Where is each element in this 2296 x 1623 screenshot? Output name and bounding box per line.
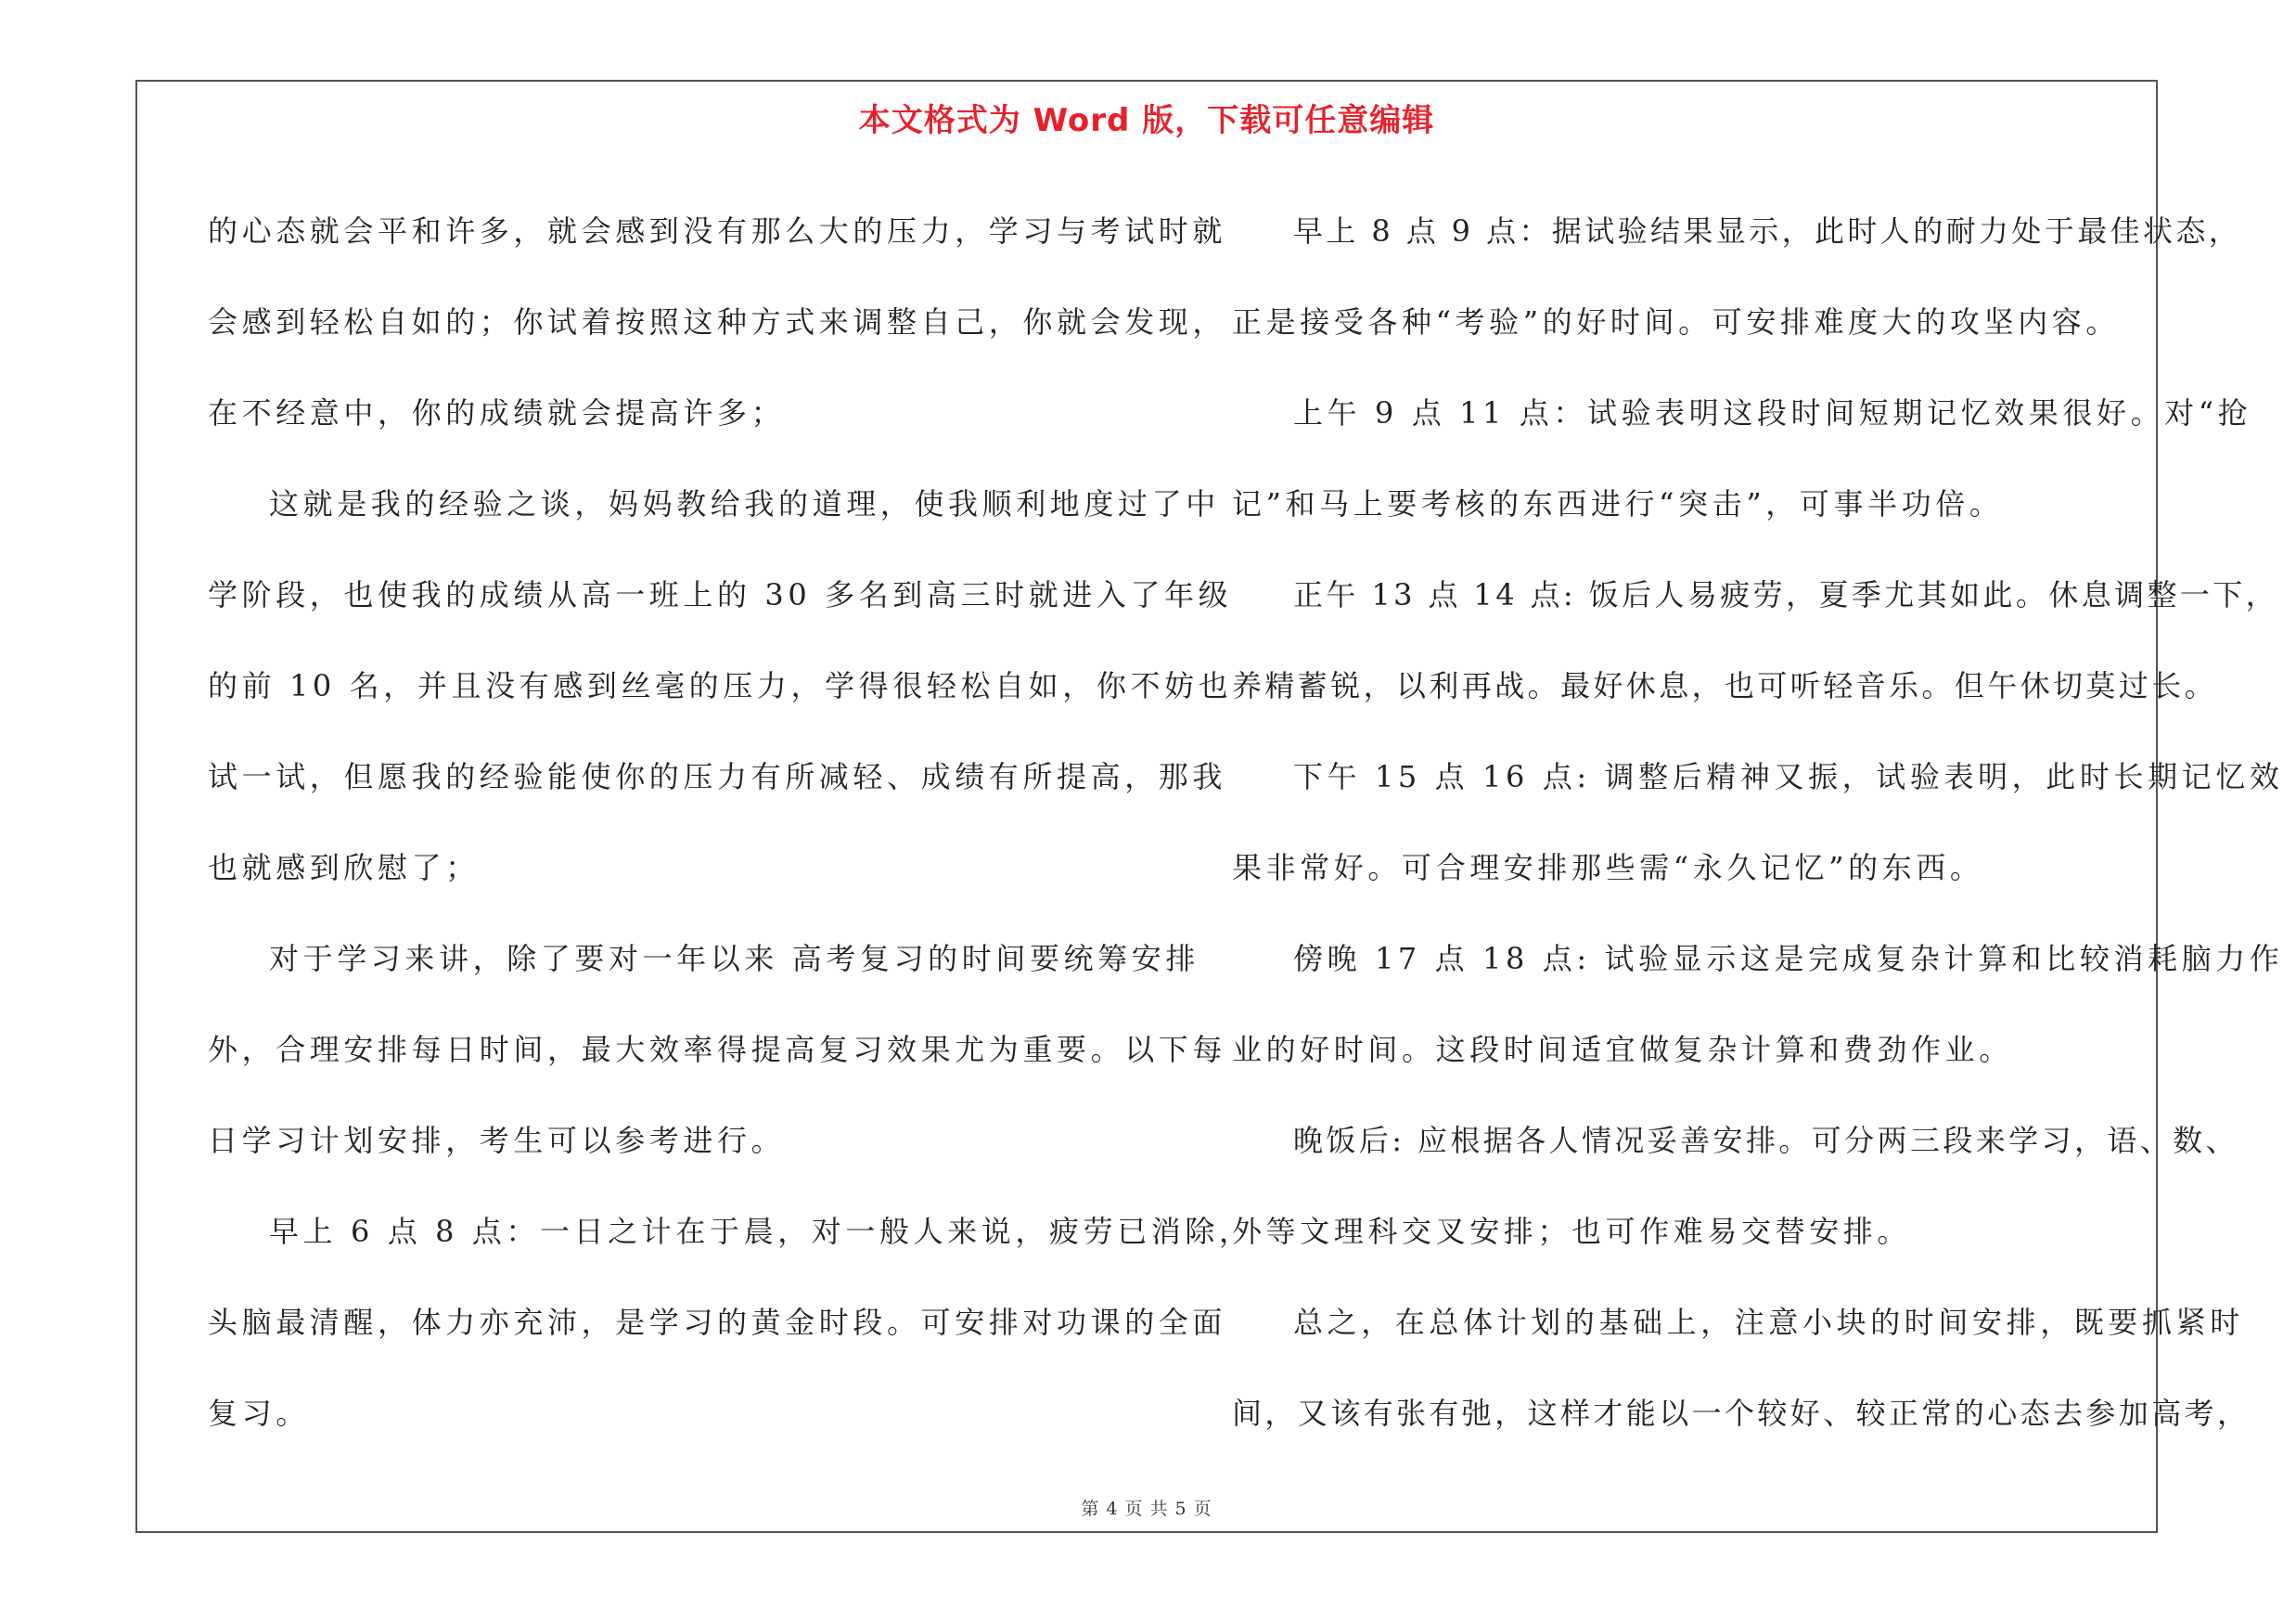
text-line: 早上 6 点 8 点：一日之计在于晨，对一般人来说，疲劳已消除， — [269, 1214, 1253, 1249]
text-line: 头脑最清醒，体力亦充沛，是学习的黄金时段。可安排对功课的全面 — [208, 1305, 1227, 1340]
document-header: 本文格式为 Word 版，下载可任意编辑 — [858, 102, 1435, 139]
text-line: 的前 10 名，并且没有感到丝毫的压力，学得很轻松自如，你不妨也 — [208, 668, 1233, 703]
text-line: 早上 8 点 9 点：据试验结果显示，此时人的耐力处于最佳状态， — [1293, 213, 2242, 249]
text-line: 记”和马上要考核的东西进行“突击”，可事半功倍。 — [1232, 486, 2004, 522]
text-line: 养精蓄锐，以利再战。最好休息，也可听轻音乐。但午休切莫过长。 — [1232, 668, 2218, 703]
left-text-column — [208, 186, 1253, 1459]
text-line: 晚饭后: 应根据各人情况妥善安排。可分两三段来学习，语、数、 — [1293, 1123, 2238, 1158]
text-line: 总之，在总体计划的基础上，注意小块的时间安排，既要抓紧时 — [1293, 1305, 2244, 1340]
page-number-footer: 第 4 页 共 5 页 — [1081, 1499, 1212, 1519]
text-line: 对于学习来讲，除了要对一年以来 高考复习的时间要统筹安排 — [269, 941, 1199, 976]
text-line: 上午 9 点 11 点：试验表明这段时间短期记忆效果很好。对“抢 — [1293, 395, 2252, 431]
text-line: 傍晚 17 点 18 点: 试验显示这是完成复杂计算和比较消耗脑力作 — [1293, 941, 2284, 976]
text-line: 间，又该有张有弛，这样才能以一个较好、较正常的心态去参加高考， — [1232, 1396, 2251, 1431]
text-line: 正午 13 点 14 点: 饭后人易疲劳，夏季尤其如此。休息调整一下， — [1293, 577, 2279, 612]
text-line: 试一试，但愿我的经验能使你的压力有所减轻、成绩有所提高，那我 — [208, 759, 1227, 794]
text-line: 业的好时间。这段时间适宜做复杂计算和费劲作业。 — [1232, 1032, 2013, 1067]
text-line: 在不经意中，你的成绩就会提高许多； — [208, 395, 786, 431]
text-line: 日学习计划安排，考生可以参考进行。 — [208, 1123, 786, 1158]
text-line: 也就感到欣慰了； — [208, 850, 480, 885]
text-line: 会感到轻松自如的；你试着按照这种方式来调整自己，你就会发现， — [208, 304, 1227, 340]
text-line: 外等文理科交叉安排；也可作难易交替安排。 — [1232, 1214, 1912, 1249]
text-line: 外，合理安排每日时间，最大效率得提高复习效果尤为重要。以下每 — [208, 1032, 1227, 1067]
text-line: 学阶段，也使我的成绩从高一班上的 30 多名到高三时就进入了年级 — [208, 577, 1233, 612]
text-line: 的心态就会平和许多，就会感到没有那么大的压力，学习与考试时就 — [208, 213, 1227, 249]
text-line: 下午 15 点 16 点: 调整后精神又振，试验表明，此时长期记忆效 — [1293, 759, 2284, 794]
right-text-column — [1232, 186, 2284, 1459]
text-line: 正是接受各种“考验”的好时间。可安排难度大的攻坚内容。 — [1232, 304, 2120, 340]
text-line: 复习。 — [208, 1396, 310, 1431]
text-line: 这就是我的经验之谈，妈妈教给我的道理，使我顺利地度过了中 — [269, 486, 1220, 522]
text-line: 果非常好。可合理安排那些需“永久记忆”的东西。 — [1232, 850, 1984, 885]
document-page — [135, 80, 2284, 1533]
